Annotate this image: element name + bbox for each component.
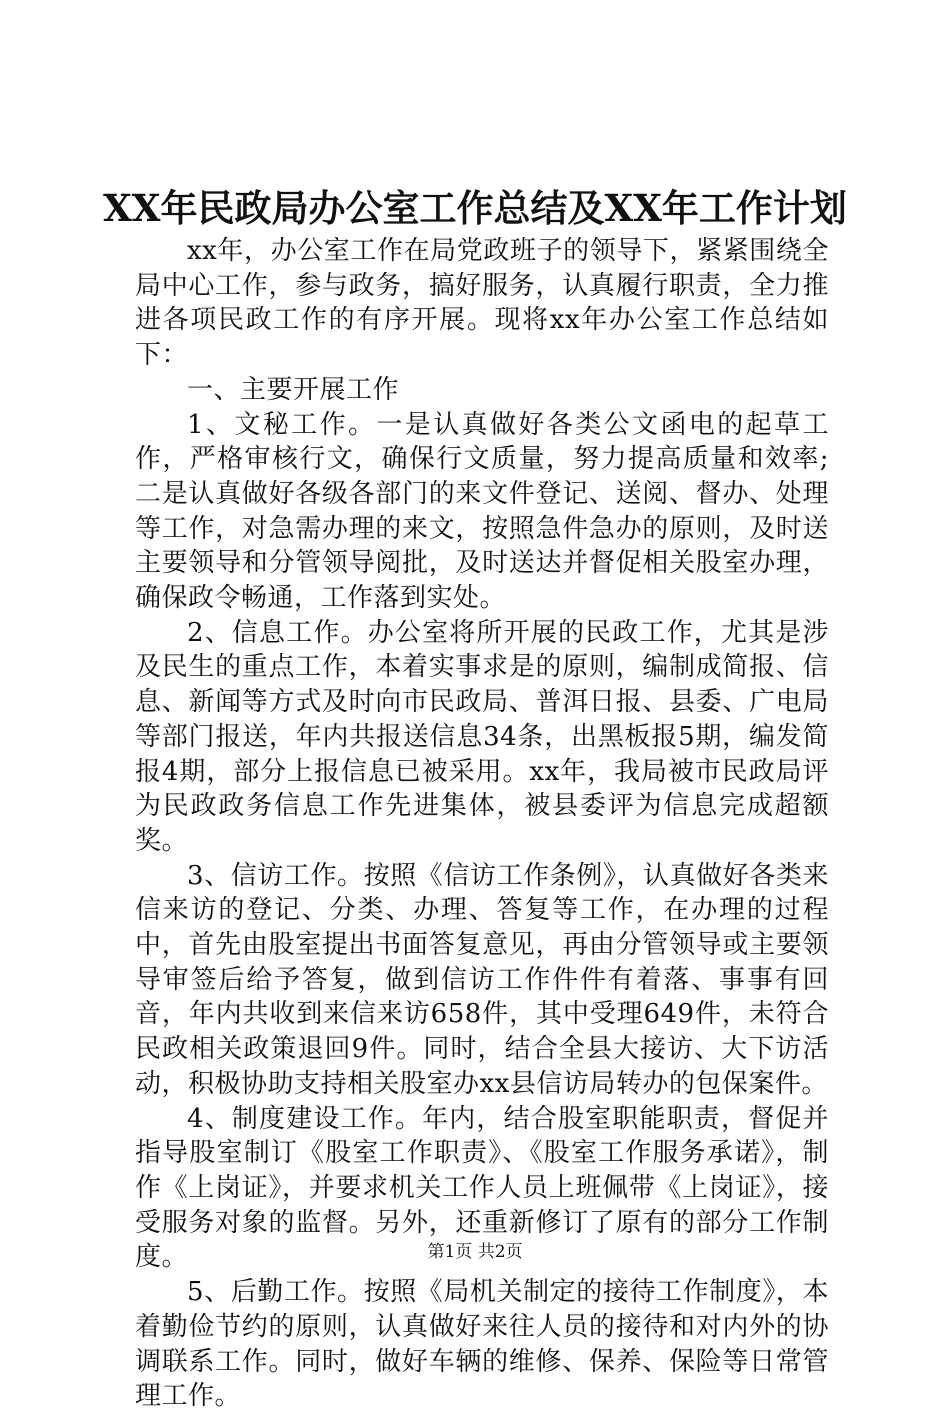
item-paragraph: 5、后勤工作。按照《局机关制定的接待工作制度》，本着勤俭节约的原则，认真做好来往人员的接待和对内外的协调联系工作。同时，做好车辆的维修、保养、保险等日常管理工作。: [135, 1277, 829, 1412]
section-heading: 一、主要开展工作: [187, 374, 400, 405]
item-paragraph: 3、信访工作。按照《信访工作条例》，认真做好各类来信来访的登记、分类、办理、答复等工作，在办理的过程中，首先由股室提出书面答复意见，再由分管领导或主要领导审签后给予答复，做到信访工作件件有着落、事事有回音，年内共收到来信来访658件，其中受理649件，未符合民政相关政策退回9件。同时，结合全县大接访、大下访活动，积极协助支持相关股室办xx县信访局转办的包保案件。: [135, 860, 829, 1099]
page-footer: 第1页 共2页: [427, 1242, 523, 1262]
document-title: XX年民政局办公室工作总结及XX年工作计划: [103, 186, 847, 230]
intro-paragraph: xx年，办公室工作在局党政班子的领导下，紧紧围绕全局中心工作，参与政务，搞好服务，认真履行职责，全力推进各项民政工作的有序开展。现将xx年办公室工作总结如下：: [135, 236, 829, 371]
document-body: [135, 234, 829, 1414]
item-paragraph: 2、信息工作。办公室将所开展的民政工作，尤其是涉及民生的重点工作，本着实事求是的原则，编制成简报、信息、新闻等方式及时向市民政局、普洱日报、县委、广电局等部门报送，年内共报送信息34条，出黑板报5期，编发简报4期，部分上报信息已被采用。xx年，我局被市民政局评为民政政务信息工作先进集体，被县委评为信息完成超额奖。: [135, 617, 829, 856]
item-paragraph: 1、文秘工作。一是认真做好各类公文函电的起草工作，严格审核行文，确保行文质量，努力提高质量和效率;二是认真做好各级各部门的来文件登记、送阅、督办、处理等工作，对急需办理的来文，按照急件急办的原则，及时送主要领导和分管领导阅批，及时送达并督促相关股室办理，确保政令畅通，工作落到实处。: [135, 409, 829, 614]
item-paragraph: 4、制度建设工作。年内，结合股室职能职责，督促并指导股室制订《股室工作职责》、《股室工作服务承诺》，制作《上岗证》，并要求机关工作人员上班佩带《上岗证》，接受服务对象的监督。另外，还重新修订了原有的部分工作制度。: [135, 1103, 829, 1273]
